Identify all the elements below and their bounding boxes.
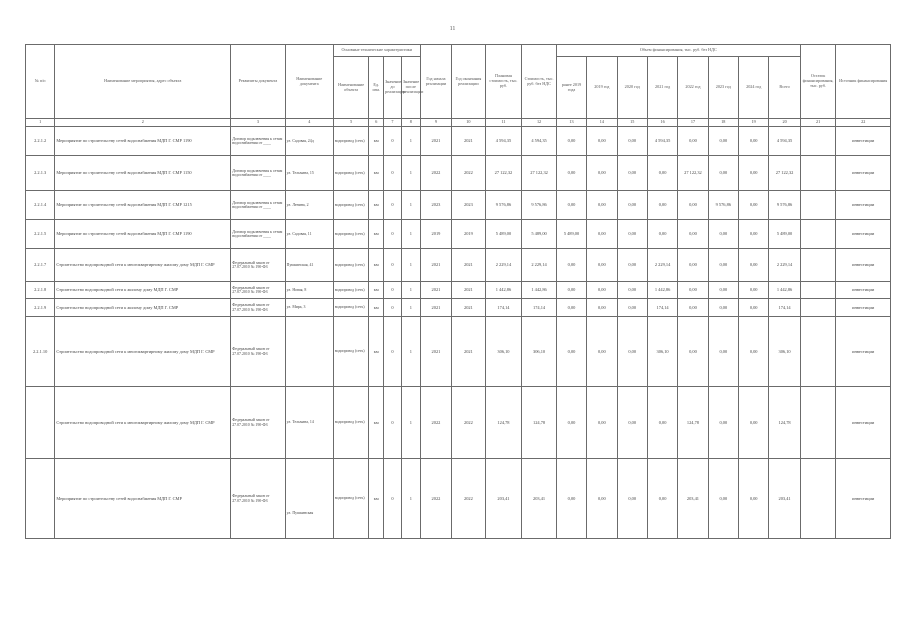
- funding-2021-cell: 0,00: [647, 387, 677, 459]
- plan-cost-cell: 1 442,86: [485, 282, 522, 299]
- value-before-cell: 0: [384, 299, 402, 317]
- remaining-cell: [800, 282, 836, 299]
- remaining-cell: [800, 317, 836, 387]
- end-year-cell: 2021: [452, 249, 486, 282]
- funding-total-cell: 203,41: [769, 459, 800, 539]
- header-year-2024: 2024 год: [738, 57, 768, 119]
- funding-total-cell: 124,78: [769, 387, 800, 459]
- funding-before-2019-cell: 0,00: [556, 191, 586, 220]
- header-no: № п/п: [26, 45, 55, 119]
- funding-source-cell: инвестиции: [836, 282, 891, 299]
- end-year-cell: 2021: [452, 317, 486, 387]
- unit-cell: км: [369, 220, 384, 249]
- doc-requisites-cell: Федеральный закон от 27.07.2010 № 190-ФЗ: [231, 387, 285, 459]
- funding-2021-cell: 174,14: [647, 299, 677, 317]
- funding-2021-cell: 0,00: [647, 156, 677, 191]
- funding-2019-cell: 0,00: [587, 299, 617, 317]
- table-row: [26, 459, 891, 539]
- funding-2022-cell: 0,00: [678, 317, 708, 387]
- value-after-cell: 1: [401, 127, 420, 156]
- value-before-cell: 0: [384, 191, 402, 220]
- doc-requisites-cell: Федеральный закон от 27.07.2010 № 190-ФЗ: [231, 317, 285, 387]
- funding-2020-cell: 0,00: [617, 317, 647, 387]
- remaining-cell: [800, 459, 836, 539]
- funding-before-2019-cell: 0,00: [556, 282, 586, 299]
- header-year-2019: 2019 год: [587, 57, 617, 119]
- funding-before-2019-cell: 0,00: [556, 249, 586, 282]
- end-year-cell: 2022: [452, 459, 486, 539]
- funding-2024-cell: 0,00: [738, 459, 768, 539]
- row-number-cell: 2.2.1.9: [26, 299, 55, 317]
- funding-total-cell: 174,14: [769, 299, 800, 317]
- header-plan-cost: Плановая стоимость, тыс. руб.: [485, 45, 522, 119]
- funding-2020-cell: 0,00: [617, 459, 647, 539]
- funding-source-cell: инвестиции: [836, 191, 891, 220]
- measure-name-cell: Строительство водопроводной сети к многоквартирному жилому дому МДП Г. СМР: [55, 249, 231, 282]
- index-cell: 20: [769, 119, 800, 127]
- object-type-cell: водопровод (сеть): [333, 220, 369, 249]
- end-year-cell: 2021: [452, 282, 486, 299]
- index-cell: 10: [452, 119, 486, 127]
- funding-2021-cell: 306,10: [647, 317, 677, 387]
- table-row: [26, 127, 891, 156]
- object-address-cell: ул. Ленина, 2: [285, 191, 333, 220]
- plan-cost-cell: 4 594,35: [485, 127, 522, 156]
- funding-2021-cell: 1 442,86: [647, 282, 677, 299]
- measure-name-cell: Мероприятие по строительству сетей водоснабжения МДП Г. СМР 1190: [55, 127, 231, 156]
- object-address-cell: ул. Садовая, 11: [285, 220, 333, 249]
- row-number-cell: 2.2.1.4: [26, 191, 55, 220]
- index-cell: 1: [26, 119, 55, 127]
- header-total: Всего: [769, 57, 800, 119]
- object-address-cell: ул. Тельмана, 15: [285, 156, 333, 191]
- index-cell: 17: [678, 119, 708, 127]
- header-object: Наименование объекта: [333, 57, 369, 119]
- cost-without-vat-cell: 203,41: [522, 459, 557, 539]
- start-year-cell: 2021: [420, 282, 451, 299]
- funding-source-cell: инвестиции: [836, 299, 891, 317]
- unit-cell: км: [369, 459, 384, 539]
- value-after-cell: 1: [401, 249, 420, 282]
- funding-2020-cell: 0,00: [617, 220, 647, 249]
- funding-2021-cell: 0,00: [647, 220, 677, 249]
- object-type-cell: водопровод (сеть): [333, 191, 369, 220]
- cost-without-vat-cell: 306,10: [522, 317, 557, 387]
- header-before: Значение до реализации: [384, 57, 402, 119]
- funding-2022-cell: 0,00: [678, 282, 708, 299]
- row-number-cell: 2.2.1.2: [26, 127, 55, 156]
- header-cost: Стоимость, тыс. руб. без НДС: [522, 45, 557, 119]
- unit-cell: км: [369, 156, 384, 191]
- table-row: [26, 191, 891, 220]
- funding-before-2019-cell: 0,00: [556, 459, 586, 539]
- unit-cell: км: [369, 127, 384, 156]
- funding-2019-cell: 0,00: [587, 249, 617, 282]
- page-number: 11: [449, 26, 456, 32]
- object-address-cell: Пушкинская, 41: [285, 249, 333, 282]
- funding-2023-cell: 0,00: [708, 299, 738, 317]
- funding-2021-cell: 0,00: [647, 191, 677, 220]
- remaining-cell: [800, 220, 836, 249]
- funding-2021-cell: 4 594,35: [647, 127, 677, 156]
- funding-total-cell: 2 229,14: [769, 249, 800, 282]
- object-type-cell: водопровод (сеть): [333, 127, 369, 156]
- object-type-cell: водопровод (сеть): [333, 317, 369, 387]
- funding-source-cell: инвестиции: [836, 249, 891, 282]
- funding-2023-cell: 0,00: [708, 127, 738, 156]
- header-unit: Ед. изм.: [369, 57, 384, 119]
- funding-2024-cell: 0,00: [738, 191, 768, 220]
- plan-cost-cell: 174,14: [485, 299, 522, 317]
- start-year-cell: 2019: [420, 220, 451, 249]
- table-row: [26, 220, 891, 249]
- funding-2019-cell: 0,00: [587, 220, 617, 249]
- index-cell: 8: [401, 119, 420, 127]
- object-address-cell: ул. Тельмана, 14: [285, 387, 333, 459]
- funding-2023-cell: 0,00: [708, 156, 738, 191]
- header-name: Наименование мероприятия, адрес объекта: [55, 45, 231, 119]
- investment-program-table: [25, 44, 891, 539]
- header-source: Источник финансирования: [836, 45, 891, 119]
- start-year-cell: 2022: [420, 156, 451, 191]
- index-cell: 9: [420, 119, 451, 127]
- index-cell: 7: [384, 119, 402, 127]
- header-group-main: Основные технические характеристики: [333, 45, 420, 57]
- funding-2021-cell: 2 229,14: [647, 249, 677, 282]
- plan-cost-cell: 9 576,86: [485, 191, 522, 220]
- object-type-cell: водопровод (сеть): [333, 282, 369, 299]
- start-year-cell: 2021: [420, 127, 451, 156]
- unit-cell: км: [369, 191, 384, 220]
- object-address-cell: [285, 317, 333, 387]
- measure-name-cell: Мероприятие по строительству сетей водоснабжения МДП Г. СМР 1190: [55, 220, 231, 249]
- index-cell: 14: [587, 119, 617, 127]
- end-year-cell: 2022: [452, 387, 486, 459]
- object-type-cell: водопровод (сеть): [333, 249, 369, 282]
- doc-requisites-cell: Федеральный закон от 27.07.2010 № 190-ФЗ: [231, 249, 285, 282]
- plan-cost-cell: 124,78: [485, 387, 522, 459]
- value-after-cell: 1: [401, 191, 420, 220]
- funding-total-cell: 306,10: [769, 317, 800, 387]
- plan-cost-cell: 2 229,14: [485, 249, 522, 282]
- start-year-cell: 2023: [420, 191, 451, 220]
- funding-2023-cell: 0,00: [708, 317, 738, 387]
- table-row: [26, 317, 891, 387]
- value-before-cell: 0: [384, 249, 402, 282]
- header-year-2023: 2023 год: [708, 57, 738, 119]
- start-year-cell: 2021: [420, 249, 451, 282]
- row-number-cell: 2.2.1.10: [26, 317, 55, 387]
- cost-without-vat-cell: 2 229,14: [522, 249, 557, 282]
- value-before-cell: 0: [384, 282, 402, 299]
- funding-2024-cell: 0,00: [738, 156, 768, 191]
- funding-2024-cell: 0,00: [738, 282, 768, 299]
- funding-source-cell: инвестиции: [836, 317, 891, 387]
- object-address-cell: [285, 459, 333, 539]
- header-group-funding: Объем финансирования, тыс. руб. без НДС: [556, 45, 800, 57]
- unit-cell: км: [369, 317, 384, 387]
- funding-source-cell: инвестиции: [836, 387, 891, 459]
- header-year-2021: 2021 год: [647, 57, 677, 119]
- funding-2022-cell: 0,00: [678, 299, 708, 317]
- footer-note: ул. Пушкинская: [286, 511, 314, 516]
- object-address-cell: ул. Новая, 8: [285, 282, 333, 299]
- funding-2021-cell: 0,00: [647, 459, 677, 539]
- index-cell: 18: [708, 119, 738, 127]
- table-row: [26, 387, 891, 459]
- funding-total-cell: 5 489,00: [769, 220, 800, 249]
- measure-name-cell: Строительство водопроводной сети к жилому дому МДП Г. СМР: [55, 282, 231, 299]
- unit-cell: км: [369, 249, 384, 282]
- funding-2023-cell: 0,00: [708, 249, 738, 282]
- funding-total-cell: 9 576,86: [769, 191, 800, 220]
- header-doc-name: Наименование документа: [285, 45, 333, 119]
- value-after-cell: 1: [401, 387, 420, 459]
- measure-name-cell: Строительство водопроводной сети к многоквартирному жилому дому МДП Г. СМР: [55, 317, 231, 387]
- funding-2022-cell: 0,00: [678, 127, 708, 156]
- doc-requisites-cell: Федеральный закон от 27.07.2010 № 190-ФЗ: [231, 299, 285, 317]
- index-cell: 6: [369, 119, 384, 127]
- cost-without-vat-cell: 174,14: [522, 299, 557, 317]
- funding-2022-cell: 0,00: [678, 249, 708, 282]
- index-cell: 16: [647, 119, 677, 127]
- measure-name-cell: Мероприятие по строительству сетей водоснабжения МДП Г. СМР 1215: [55, 191, 231, 220]
- funding-2019-cell: 0,00: [587, 282, 617, 299]
- index-cell: 2: [55, 119, 231, 127]
- funding-2019-cell: 0,00: [587, 156, 617, 191]
- cost-without-vat-cell: 124,78: [522, 387, 557, 459]
- cost-without-vat-cell: 5 489,00: [522, 220, 557, 249]
- funding-2020-cell: 0,00: [617, 191, 647, 220]
- remaining-cell: [800, 249, 836, 282]
- header-year-2020: 2020 год: [617, 57, 647, 119]
- row-number-cell: 2.2.1.5: [26, 220, 55, 249]
- funding-2019-cell: 0,00: [587, 191, 617, 220]
- index-cell: 11: [485, 119, 522, 127]
- start-year-cell: 2022: [420, 387, 451, 459]
- index-cell: 22: [836, 119, 891, 127]
- funding-before-2019-cell: 0,00: [556, 299, 586, 317]
- funding-2023-cell: 0,00: [708, 282, 738, 299]
- funding-total-cell: 1 442,86: [769, 282, 800, 299]
- index-cell: 19: [738, 119, 768, 127]
- doc-requisites-cell: Договор подключения к сетям водоснабжения от ____: [231, 191, 285, 220]
- header-end: Год окончания реализации: [452, 45, 486, 119]
- doc-requisites-cell: Договор подключения к сетям водоснабжения от ____: [231, 156, 285, 191]
- table-row: [26, 282, 891, 299]
- funding-2020-cell: 0,00: [617, 156, 647, 191]
- header-doc: Реквизиты документа: [231, 45, 285, 119]
- value-after-cell: 1: [401, 156, 420, 191]
- plan-cost-cell: 5 489,00: [485, 220, 522, 249]
- row-number-cell: 2.2.1.8: [26, 282, 55, 299]
- index-cell: 3: [231, 119, 285, 127]
- cost-without-vat-cell: 4 594,35: [522, 127, 557, 156]
- funding-2024-cell: 0,00: [738, 249, 768, 282]
- remaining-cell: [800, 156, 836, 191]
- end-year-cell: 2019: [452, 220, 486, 249]
- value-after-cell: 1: [401, 299, 420, 317]
- cost-without-vat-cell: 27 122,32: [522, 156, 557, 191]
- funding-2022-cell: 0,00: [678, 191, 708, 220]
- index-cell: 12: [522, 119, 557, 127]
- funding-before-2019-cell: 0,00: [556, 387, 586, 459]
- funding-2020-cell: 0,00: [617, 282, 647, 299]
- unit-cell: км: [369, 387, 384, 459]
- funding-2020-cell: 0,00: [617, 249, 647, 282]
- funding-source-cell: инвестиции: [836, 220, 891, 249]
- table-row: [26, 156, 891, 191]
- funding-before-2019-cell: 0,00: [556, 127, 586, 156]
- plan-cost-cell: 27 122,32: [485, 156, 522, 191]
- object-address-cell: ул. Садовая, 24д: [285, 127, 333, 156]
- plan-cost-cell: 306,10: [485, 317, 522, 387]
- value-before-cell: 0: [384, 317, 402, 387]
- funding-2023-cell: 0,00: [708, 387, 738, 459]
- value-after-cell: 1: [401, 317, 420, 387]
- row-number-cell: 2.2.1.7: [26, 249, 55, 282]
- object-type-cell: водопровод (сеть): [333, 459, 369, 539]
- funding-2023-cell: 0,00: [708, 459, 738, 539]
- funding-2019-cell: 0,00: [587, 459, 617, 539]
- start-year-cell: 2021: [420, 317, 451, 387]
- funding-2022-cell: 124,78: [678, 387, 708, 459]
- funding-before-2019-cell: 0,00: [556, 317, 586, 387]
- funding-2019-cell: 0,00: [587, 317, 617, 387]
- doc-requisites-cell: Договор подключения к сетям водоснабжения от ____: [231, 220, 285, 249]
- remaining-cell: [800, 191, 836, 220]
- funding-2024-cell: 0,00: [738, 220, 768, 249]
- funding-source-cell: инвестиции: [836, 156, 891, 191]
- measure-name-cell: Строительство водопроводной сети к жилому дому МДП Г. СМР: [55, 299, 231, 317]
- value-before-cell: 0: [384, 387, 402, 459]
- table-row: [26, 249, 891, 282]
- cost-without-vat-cell: 1 442,86: [522, 282, 557, 299]
- measure-name-cell: Строительство водопроводной сети к многоквартирному жилому дому МДП Г. СМР: [55, 387, 231, 459]
- header-start: Год начала реализации: [420, 45, 451, 119]
- remaining-cell: [800, 127, 836, 156]
- value-after-cell: 1: [401, 282, 420, 299]
- header-year-2022: 2022 год: [678, 57, 708, 119]
- value-before-cell: 0: [384, 156, 402, 191]
- index-cell: 15: [617, 119, 647, 127]
- object-type-cell: водопровод (сеть): [333, 387, 369, 459]
- end-year-cell: 2023: [452, 191, 486, 220]
- funding-2022-cell: 0,00: [678, 220, 708, 249]
- object-type-cell: водопровод (сеть): [333, 156, 369, 191]
- object-type-cell: водопровод (сеть): [333, 299, 369, 317]
- header-year-before-2019: ранее 2019 года: [556, 57, 586, 119]
- funding-2022-cell: 203,41: [678, 459, 708, 539]
- funding-2024-cell: 0,00: [738, 127, 768, 156]
- funding-2019-cell: 0,00: [587, 127, 617, 156]
- end-year-cell: 2022: [452, 156, 486, 191]
- start-year-cell: 2022: [420, 459, 451, 539]
- funding-2024-cell: 0,00: [738, 317, 768, 387]
- table-row: [26, 299, 891, 317]
- value-after-cell: 1: [401, 220, 420, 249]
- plan-cost-cell: 203,41: [485, 459, 522, 539]
- index-cell: 21: [800, 119, 836, 127]
- column-index-row: [26, 119, 891, 127]
- header-remain: Остаток финансирования, тыс. руб.: [800, 45, 836, 119]
- funding-before-2019-cell: 5 489,00: [556, 220, 586, 249]
- funding-2019-cell: 0,00: [587, 387, 617, 459]
- row-number-cell: 2.2.1.3: [26, 156, 55, 191]
- unit-cell: км: [369, 299, 384, 317]
- funding-2024-cell: 0,00: [738, 387, 768, 459]
- funding-source-cell: инвестиции: [836, 127, 891, 156]
- header-after: Значение после реализации: [401, 57, 420, 119]
- remaining-cell: [800, 387, 836, 459]
- end-year-cell: 2021: [452, 299, 486, 317]
- funding-total-cell: 4 594,35: [769, 127, 800, 156]
- unit-cell: км: [369, 282, 384, 299]
- row-number-cell: [26, 459, 55, 539]
- funding-2022-cell: 27 122,32: [678, 156, 708, 191]
- doc-requisites-cell: Договор подключения к сетям водоснабжения от ____: [231, 127, 285, 156]
- funding-2023-cell: 0,00: [708, 220, 738, 249]
- value-before-cell: 0: [384, 127, 402, 156]
- funding-2020-cell: 0,00: [617, 387, 647, 459]
- funding-2020-cell: 0,00: [617, 127, 647, 156]
- cost-without-vat-cell: 9 576,86: [522, 191, 557, 220]
- end-year-cell: 2021: [452, 127, 486, 156]
- doc-requisites-cell: Федеральный закон от 27.07.2010 № 190-ФЗ: [231, 282, 285, 299]
- remaining-cell: [800, 299, 836, 317]
- funding-total-cell: 27 122,32: [769, 156, 800, 191]
- value-before-cell: 0: [384, 220, 402, 249]
- funding-2023-cell: 9 576,86: [708, 191, 738, 220]
- funding-before-2019-cell: 0,00: [556, 156, 586, 191]
- row-number-cell: [26, 387, 55, 459]
- funding-2024-cell: 0,00: [738, 299, 768, 317]
- index-cell: 5: [333, 119, 369, 127]
- index-cell: 4: [285, 119, 333, 127]
- measure-name-cell: Мероприятие по строительству сетей водоснабжения МДП Г. СМР 1150: [55, 156, 231, 191]
- funding-2020-cell: 0,00: [617, 299, 647, 317]
- value-before-cell: 0: [384, 459, 402, 539]
- index-cell: 13: [556, 119, 586, 127]
- funding-source-cell: инвестиции: [836, 459, 891, 539]
- object-address-cell: ул. Мира, 3: [285, 299, 333, 317]
- measure-name-cell: Мероприятие по строительству сетей водоснабжения МДП Г. СМР: [55, 459, 231, 539]
- doc-requisites-cell: Федеральный закон от 27.07.2010 № 190-ФЗ: [231, 459, 285, 539]
- value-after-cell: 1: [401, 459, 420, 539]
- start-year-cell: 2021: [420, 299, 451, 317]
